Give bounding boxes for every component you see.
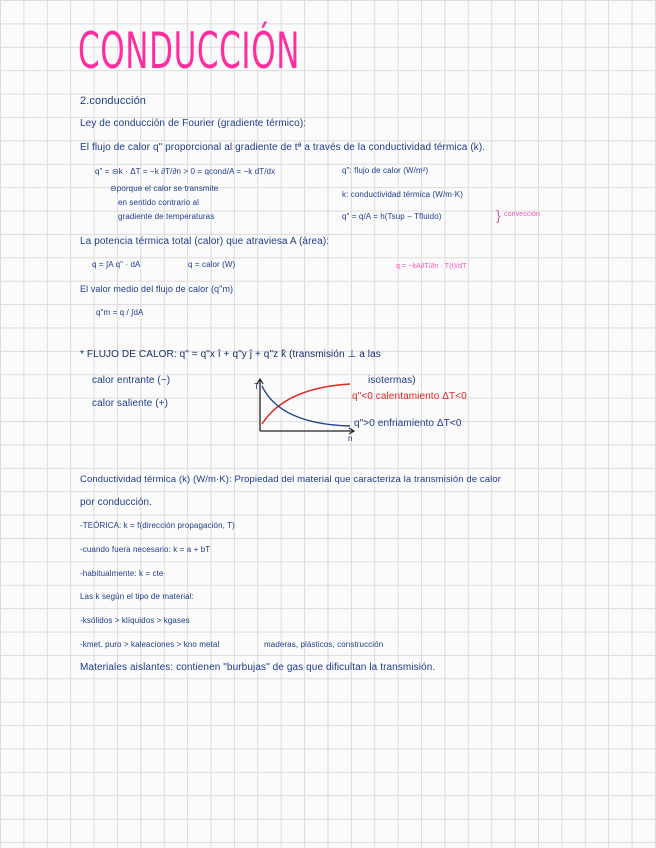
flux-definition: El flujo de calor q" proporcional al gradiente de tª a través de la conductividad térmica (k). — [80, 142, 486, 153]
order-line-2b: maderas, plásticos, construcción — [264, 640, 384, 649]
note-line-2: en sentido contrario al — [118, 198, 200, 207]
habitual-line: -habitualmente: k = cte — [80, 569, 164, 578]
calentamiento-label: q"<0 calentamiento ΔT<0 — [352, 391, 467, 402]
calor-entrante: calor entrante (−) — [92, 375, 171, 386]
teorica-line: -TEÓRICA: k = f(dirección propagación, T) — [80, 521, 235, 530]
power-line: La potencia térmica total (calor) que atraviesa A (área): — [80, 236, 330, 247]
brace-icon: } — [496, 207, 501, 223]
segun-line: Las k según el tipo de material: — [80, 592, 194, 601]
note-line-3: gradiente de temperaturas — [118, 212, 215, 221]
definition-k: k: conductividad térmica (W/m·K) — [342, 190, 464, 199]
heat-flux-graph — [250, 376, 510, 444]
section-subtitle: 2.conducción — [80, 95, 147, 107]
calor-saliente: calor saliente (+) — [92, 398, 168, 409]
power-equation: q = ∫A q" · dA — [92, 260, 141, 269]
definition-flux: q": flujo de calor (W/m²) — [342, 166, 429, 175]
fourier-equation: q" = ⊝k · ΔT = −k ∂T/∂n > 0 = qcond/A = −k dT/dx — [95, 167, 276, 176]
isotermas-label: isotermas) — [368, 375, 416, 386]
graph-n-label: n — [348, 434, 353, 443]
enfriamiento-label: q">0 enfriamiento ΔT<0 — [354, 418, 462, 429]
note-line-1: ⊝porque el calor se transmite — [110, 184, 219, 193]
order-line-1: -ksólidos > klíquidos > kgases — [80, 616, 190, 625]
mean-flux-line: El valor medio del flujo de calor (q"m) — [80, 284, 234, 294]
mean-flux-equation: q"m = q / ∫dA — [96, 308, 144, 317]
convection-label: convección — [504, 211, 541, 218]
fourier-heading: Ley de conducción de Fourier (gradiente térmico): — [80, 118, 307, 129]
power-equation-note: q = calor (W) — [188, 260, 236, 269]
cuando-line: -cuando fuera necesario: k = a + bT — [80, 545, 211, 554]
aislantes-line: Materiales aislantes: contienen "burbujas" de gas que dificultan la transmisión. — [80, 662, 436, 673]
conductivity-definition: Conductividad térmica (k) (W/m·K): Propiedad del material que caracteriza la transmisión de calor — [80, 474, 501, 485]
page-title: CONDUCCIÓN — [78, 22, 301, 80]
pink-equation: q = −kA∂T/∂n · T(t)/dT — [396, 263, 467, 270]
conductivity-definition-2: por conducción. — [80, 497, 153, 508]
definition-convection: q" = q/A = h(Tsup − Tfluido) — [342, 212, 442, 221]
graph-t-label: T — [254, 382, 259, 391]
order-line-2: -kmet. puro > kaleaciones > kno metal — [80, 640, 220, 649]
flux-vector-line: * FLUJO DE CALOR: q" = q"x î + q"y ĵ + q"z k̂ (transmisión ⊥ a las — [80, 349, 381, 360]
